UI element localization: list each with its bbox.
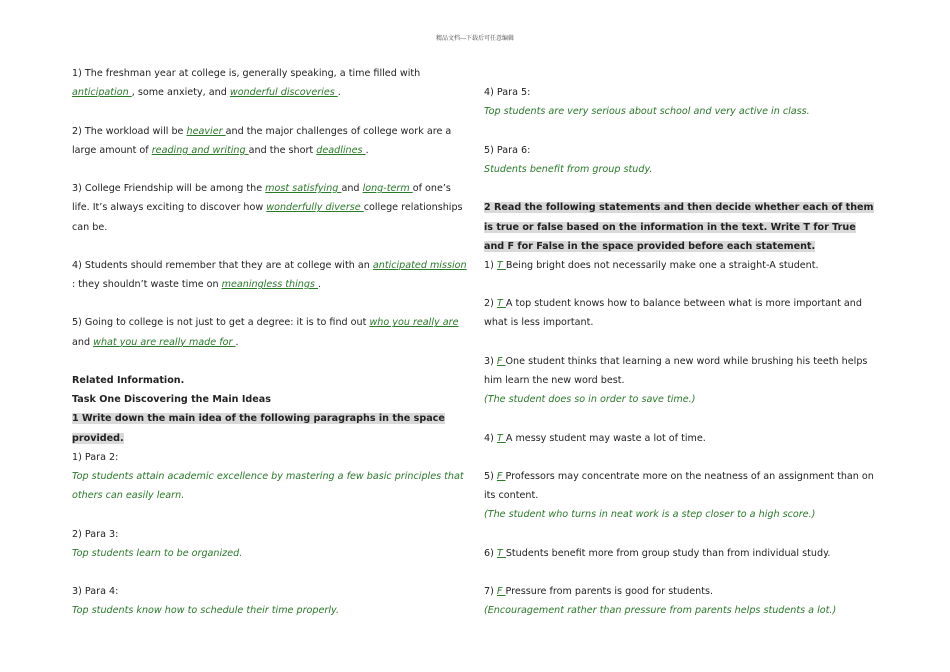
q4-text: : they shouldn’t waste time on [72,279,222,291]
instruction-1-text: 1 Write down the main idea of the following paragraphs in the space [72,413,445,425]
statement-5-note: (The student who turns in neat work is a step closer to a high score.) [484,509,816,521]
q3-text: can be. [72,221,108,233]
para3-label: 2) Para 3: [72,528,119,540]
statement-6 [484,544,878,563]
right-column [484,64,878,620]
statement-5-line2: its content. [484,490,539,502]
para3-answer: Top students learn to be organized. [72,547,243,559]
statement-3-note: (The student does so in order to save time.) [484,394,696,406]
statement-4 [484,429,878,448]
q5-line2 [72,333,472,352]
instruction-2-text: 2 Read the following statements and then decide whether each of them [484,202,874,214]
instruction-2-line1 [484,198,878,217]
instruction-1-line2 [72,429,472,448]
q3-line2 [72,198,472,217]
statement-7 [484,582,878,601]
q3-text: of one’s [412,183,451,195]
q2-text: large amount of [72,144,152,156]
q1-text: . [337,87,341,99]
statement-text: A messy student may waste a lot of time. [505,432,706,444]
instruction-2-text: is true or false based on the information in the text. Write T for True [484,221,856,233]
statement-answer: F [496,470,506,482]
q1-text: , some anxiety, and [131,87,230,99]
q3-answer2: long-term [362,183,413,195]
statement-answer: T [496,259,506,271]
para6-label: 5) Para 6: [484,144,531,156]
q2-text: and the short [248,144,317,156]
statement-2-line2: what is less important. [484,317,594,329]
statement-number: 3) [484,355,497,367]
statement-text: Being bright does not necessarily make one a straight-A student. [505,259,819,271]
statement-text: A top student knows how to balance between what is more important and [505,298,862,310]
statement-text: Students benefit more from group study than from individual study. [505,547,831,559]
statement-3-line1 [484,352,878,371]
q4-line2 [72,275,472,294]
para5-answer: Top students are very serious about school and very active in class. [484,106,810,118]
q5-answer1: who you really are [369,317,459,329]
para2-label: 1) Para 2: [72,451,119,463]
q3-text: life. It’s always exciting to discover how [72,202,267,214]
q3-answer3: wonderfully diverse [266,202,364,214]
related-info-heading: Related Information. [72,375,185,386]
q2-answer1: heavier [186,125,226,137]
q1-answer1: anticipation [72,87,132,99]
statement-3-line2: him learn the new word best. [484,375,625,386]
statement-7-note: (Encouragement rather than pressure from parents helps students a lot.) [484,605,837,617]
statement-number: 2) [484,298,497,310]
instruction-2-line2 [484,218,878,237]
statement-text: One student thinks that learning a new word while brushing his teeth helps [505,355,868,367]
task-one-heading: Task One Discovering the Main Ideas [72,394,271,406]
q2-text: and the major challenges of college work are a [225,125,452,137]
para4-label: 3) Para 4: [72,586,119,598]
statement-text: Professors may concentrate more on the neatness of an assignment than on [505,470,874,482]
statement-number: 7) [484,586,497,598]
q3-line3 [72,218,472,237]
statement-1 [484,256,878,275]
q5-answer2: what you are really made for [93,336,236,348]
q5-text: and [72,336,94,348]
para2-answer-line2: others can easily learn. [72,490,185,502]
q2-text: . [365,144,369,156]
q2-line1 [72,122,472,141]
statement-5-line1 [484,467,878,486]
q4-line1 [72,256,472,275]
para6-answer: Students benefit from group study. [484,163,653,175]
para5-label: 4) Para 5: [484,87,531,99]
instruction-1-line1 [72,409,472,428]
q3-text: 3) College Friendship will be among the [72,183,266,195]
statement-number: 1) [484,259,497,271]
left-column [72,64,472,620]
q4-answer1: anticipated mission [372,259,467,271]
q4-text: 4) Students should remember that they are at college with an [72,259,373,271]
q4-text: . [318,279,322,291]
q2-answer3: deadlines [316,144,366,156]
q1-line1 [72,64,472,83]
q5-text: 5) Going to college is not just to get a degree: it is to find out [72,317,370,329]
para4-answer: Top students know how to schedule their time properly. [72,605,339,617]
q3-text: college relationships [363,202,463,214]
statement-number: 5) [484,470,497,482]
statement-answer: F [496,586,506,598]
q1-line2 [72,83,472,102]
statement-number: 6) [484,547,497,559]
q1-text: 1) The freshman year at college is, generally speaking, a time filled with [72,68,421,79]
statement-answer: T [496,298,506,310]
q3-text: and [341,183,363,195]
q2-text: 2) The workload will be [72,125,187,137]
statement-answer: F [496,355,506,367]
statement-number: 4) [484,432,497,444]
para2-answer-line1: Top students attain academic excellence by mastering a few basic principles that [72,470,464,482]
q2-line2 [72,141,472,160]
statement-text: Pressure from parents is good for students. [505,586,714,598]
q4-answer2: meaningless things [221,279,319,291]
q5-text: . [235,336,239,348]
instruction-1-text: provided. [72,432,124,444]
instruction-2-line3 [484,237,878,256]
statement-2-line1 [484,294,878,313]
q3-answer1: most satisfying [265,183,342,195]
page-header: 精品文档---下载后可任意编辑 [435,35,515,42]
q5-line1 [72,313,472,332]
q1-answer2: wonderful discoveries [229,87,338,99]
instruction-2-text: and F for False in the space provided before each statement. [484,240,816,252]
statement-answer: T [496,432,506,444]
statement-answer: T [496,547,506,559]
q3-line1 [72,179,472,198]
q2-answer2: reading and writing [151,144,249,156]
